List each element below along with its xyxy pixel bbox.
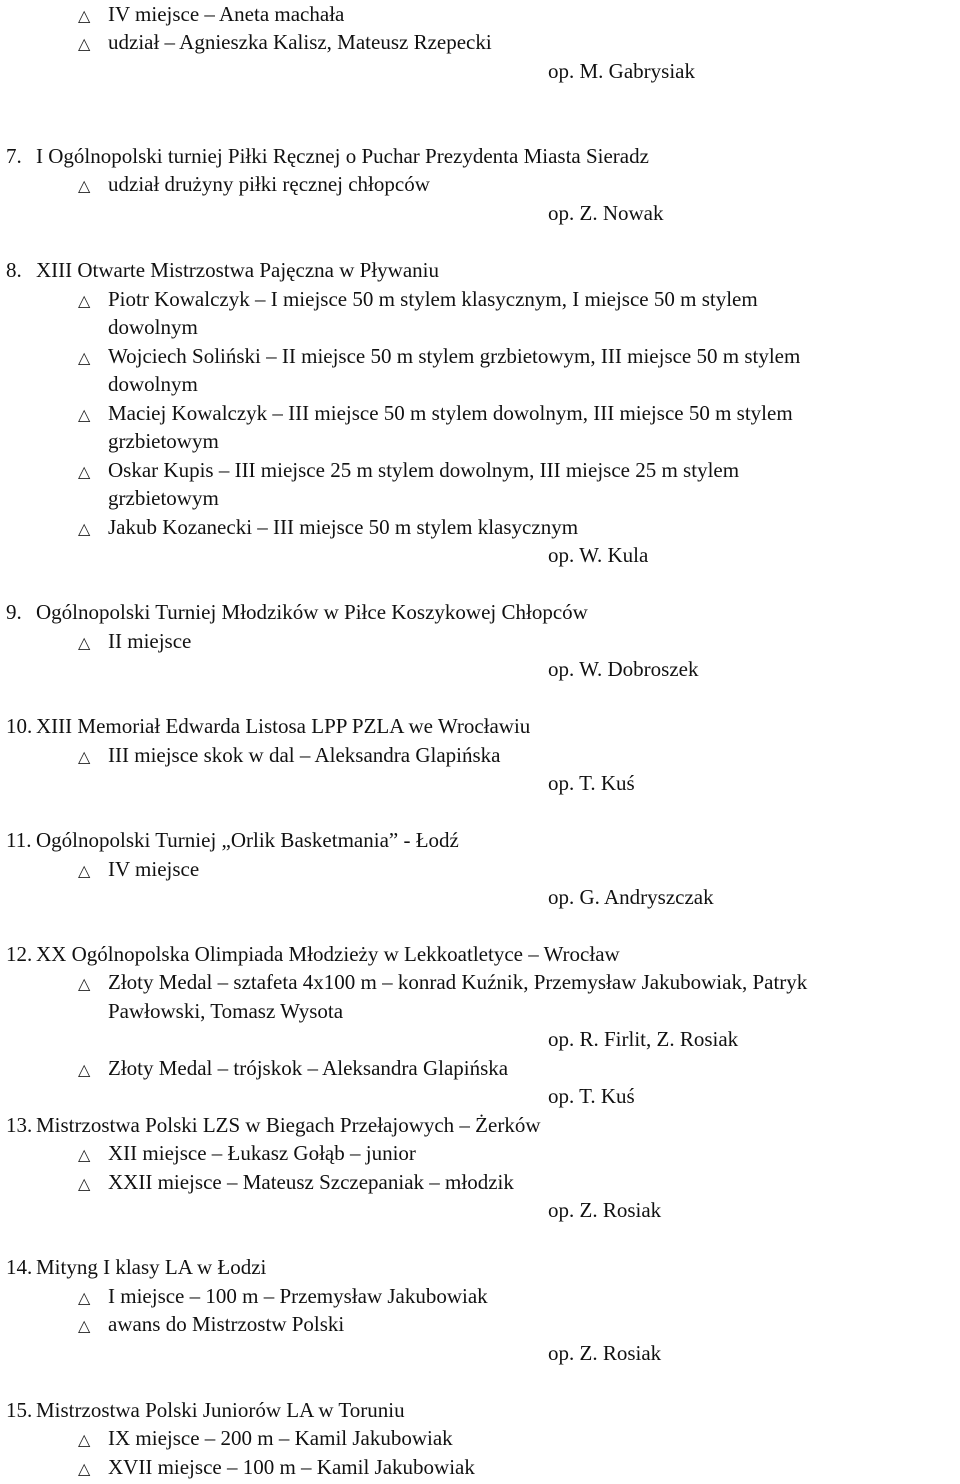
- signature-line: op. Z. Rosiak: [548, 1341, 662, 1365]
- section-heading: 8. XIII Otwarte Mistrzostwa Pajęczna w Pływaniu: [6, 258, 439, 282]
- triangle-bullet-icon: △: [78, 405, 91, 424]
- list-item: △ Wojciech Soliński – II miejsce 50 m stylem grzbietowym, III miejsce 50 m stylem: [78, 342, 800, 370]
- signature-line: op. Z. Rosiak: [548, 1198, 662, 1222]
- list-item: △ Złoty Medal – trójskok – Aleksandra Glapińska: [78, 1054, 508, 1082]
- list-item: △ XXII miejsce – Mateusz Szczepaniak – młodzik: [78, 1168, 514, 1196]
- list-item: △ XVII miejsce – 100 m – Kamil Jakubowiak: [78, 1453, 475, 1481]
- signature-line: op. T. Kuś: [548, 771, 635, 795]
- triangle-bullet-icon: △: [78, 6, 91, 25]
- list-item: △ XII miejsce – Łukasz Gołąb – junior: [78, 1139, 416, 1167]
- signature-line: op. G. Andryszczak: [548, 885, 714, 909]
- list-item: △ udział drużyny piłki ręcznej chłopców: [78, 170, 430, 198]
- list-item: △ IV miejsce – Aneta machała: [78, 0, 344, 28]
- section-heading: 7. I Ogólnopolski turniej Piłki Ręcznej o Puchar Prezydenta Miasta Sieradz: [6, 144, 649, 168]
- signature-line: op. Z. Nowak: [548, 201, 664, 225]
- signature-line: op. W. Dobroszek: [548, 657, 699, 681]
- list-item: △ III miejsce skok w dal – Aleksandra Glapińska: [78, 741, 500, 769]
- list-item: △ Jakub Kozanecki – III miejsce 50 m stylem klasycznym: [78, 513, 578, 541]
- triangle-bullet-icon: △: [78, 861, 91, 880]
- triangle-bullet-icon: △: [78, 348, 91, 367]
- triangle-bullet-icon: △: [78, 1060, 91, 1079]
- triangle-bullet-icon: △: [78, 1288, 91, 1307]
- triangle-bullet-icon: △: [78, 974, 91, 993]
- list-item: △ I miejsce – 100 m – Przemysław Jakubowiak: [78, 1282, 488, 1310]
- section-heading: 9. Ogólnopolski Turniej Młodzików w Piłce Koszykowej Chłopców: [6, 600, 588, 624]
- triangle-bullet-icon: △: [78, 1145, 91, 1164]
- triangle-bullet-icon: △: [78, 462, 91, 481]
- list-item: △ Maciej Kowalczyk – III miejsce 50 m stylem dowolnym, III miejsce 50 m stylem: [78, 399, 793, 427]
- triangle-bullet-icon: △: [78, 34, 91, 53]
- signature-line: op. W. Kula: [548, 543, 649, 567]
- list-item: △ awans do Mistrzostw Polski: [78, 1310, 344, 1338]
- triangle-bullet-icon: △: [78, 1316, 91, 1335]
- triangle-bullet-icon: △: [78, 519, 91, 538]
- list-item: △ Złoty Medal – sztafeta 4x100 m – konrad Kuźnik, Przemysław Jakubowiak, Patryk: [78, 968, 807, 996]
- triangle-bullet-icon: △: [78, 747, 91, 766]
- triangle-bullet-icon: △: [78, 1174, 91, 1193]
- triangle-bullet-icon: △: [78, 1459, 91, 1478]
- list-item-continuation: grzbietowym: [108, 486, 219, 510]
- triangle-bullet-icon: △: [78, 176, 91, 195]
- list-item: △ Piotr Kowalczyk – I miejsce 50 m stylem klasycznym, I miejsce 50 m stylem: [78, 285, 758, 313]
- section-heading: 10. XIII Memoriał Edwarda Listosa LPP PZLA we Wrocławiu: [6, 714, 531, 738]
- section-heading: 11. Ogólnopolski Turniej „Orlik Basketmania” - Łodź: [6, 828, 459, 852]
- section-heading: 13. Mistrzostwa Polski LZS w Biegach Przełajowych – Żerków: [6, 1113, 541, 1137]
- section-heading: 14. Mityng I klasy LA w Łodzi: [6, 1255, 267, 1279]
- list-item: △ II miejsce: [78, 627, 191, 655]
- signature-line: op. T. Kuś: [548, 1084, 635, 1108]
- triangle-bullet-icon: △: [78, 1430, 91, 1449]
- signature-line: op. R. Firlit, Z. Rosiak: [548, 1027, 739, 1051]
- list-item-continuation: dowolnym: [108, 372, 198, 396]
- triangle-bullet-icon: △: [78, 633, 91, 652]
- list-item: △ udział – Agnieszka Kalisz, Mateusz Rzepecki: [78, 28, 492, 56]
- list-item: △ Oskar Kupis – III miejsce 25 m stylem dowolnym, III miejsce 25 m stylem: [78, 456, 739, 484]
- signature-line: op. M. Gabrysiak: [548, 59, 695, 83]
- list-item: △ IV miejsce: [78, 855, 199, 883]
- triangle-bullet-icon: △: [78, 291, 91, 310]
- list-item-continuation: Pawłowski, Tomasz Wysota: [108, 999, 344, 1023]
- list-item-continuation: dowolnym: [108, 315, 198, 339]
- section-heading: 15. Mistrzostwa Polski Juniorów LA w Toruniu: [6, 1398, 405, 1422]
- list-item-continuation: grzbietowym: [108, 429, 219, 453]
- list-item: △ IX miejsce – 200 m – Kamil Jakubowiak: [78, 1424, 453, 1452]
- section-heading: 12. XX Ogólnopolska Olimpiada Młodzieży w Lekkoatletyce – Wrocław: [6, 942, 620, 966]
